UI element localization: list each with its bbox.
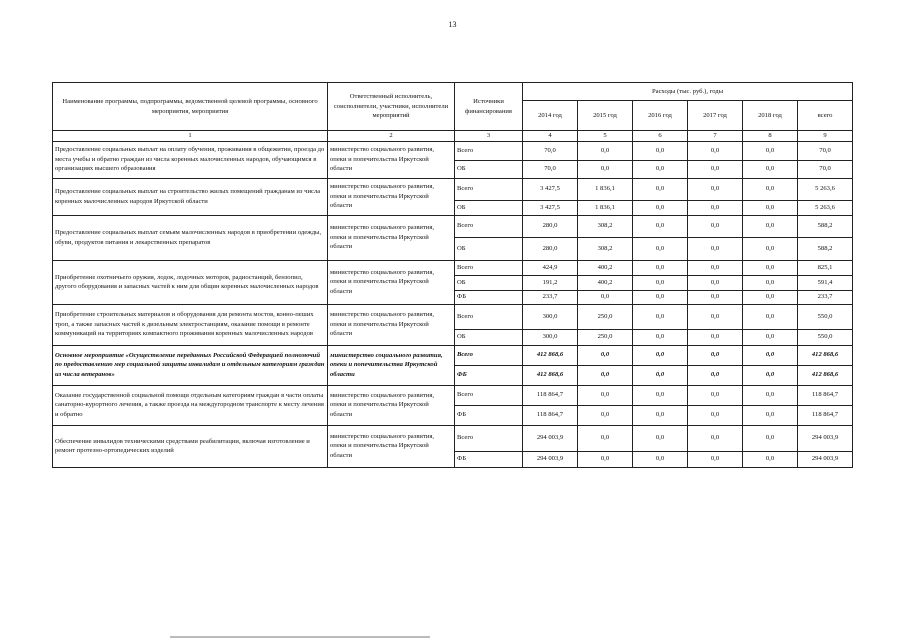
amount-year: 0,0	[743, 345, 798, 365]
header-name: Наименование программы, подпрограммы, ведомственной целевой программы, основного мероприятия, мероприятия	[53, 83, 328, 131]
measure-executor: министерство социального развития, опеки и попечительства Иркутской области	[328, 141, 455, 178]
amount-year: 0,0	[743, 275, 798, 290]
amount-year: 3 427,5	[523, 200, 578, 215]
amount-year: 0,0	[743, 385, 798, 405]
amount-year: 0,0	[743, 160, 798, 178]
amount-year: 308,2	[578, 215, 633, 237]
amount-year: 424,9	[523, 260, 578, 275]
amount-year: 0,0	[688, 215, 743, 237]
amount-total: 588,2	[798, 215, 853, 237]
amount-year: 0,0	[743, 141, 798, 160]
measure-name: Основное мероприятие «Осуществление переданных Российской Федерацией полномочий по предоставлению мер социальной защиты инвалидам и отдельным категориям граждан из числа ветеранов»	[53, 345, 328, 385]
header-year: 2016 год	[633, 101, 688, 131]
amount-year: 0,0	[633, 290, 688, 304]
measure-executor: министерство социального развития, опеки и попечительства Иркутской области	[328, 215, 455, 260]
amount-year: 0,0	[633, 178, 688, 200]
column-number: 5	[578, 131, 633, 142]
column-number: 4	[523, 131, 578, 142]
amount-year: 400,2	[578, 260, 633, 275]
amount-year: 0,0	[633, 329, 688, 345]
funding-source: Всего	[455, 425, 523, 451]
amount-year: 233,7	[523, 290, 578, 304]
amount-year: 412 868,6	[523, 345, 578, 365]
header-source: Источники финансирования	[455, 83, 523, 131]
table-row	[53, 260, 853, 275]
amount-total: 233,7	[798, 290, 853, 304]
amount-year: 0,0	[633, 365, 688, 385]
measure-executor: министерство социального развития, опеки и попечительства Иркутской области	[328, 425, 455, 467]
measure-executor: министерство социального развития, опеки и попечительства Иркутской области	[328, 385, 455, 425]
amount-year: 0,0	[743, 405, 798, 425]
amount-total: 591,4	[798, 275, 853, 290]
amount-year: 250,0	[578, 329, 633, 345]
amount-year: 400,2	[578, 275, 633, 290]
header-executor: Ответственный исполнитель, соисполнители, участники, исполнители мероприятий	[328, 83, 455, 131]
measure-executor: министерство социального развития, опеки и попечительства Иркутской области	[328, 345, 455, 385]
table-row	[53, 345, 853, 365]
table-row	[53, 141, 853, 160]
measure-name: Предоставление социальных выплат семьям малочисленных народов в приобретении одежды, обуви, продуктов питания и лекарственных препаратов	[53, 215, 328, 260]
funding-source: ФБ	[455, 405, 523, 425]
funding-source: Всего	[455, 215, 523, 237]
header-total: всего	[798, 101, 853, 131]
amount-year: 280,0	[523, 215, 578, 237]
amount-year: 0,0	[633, 275, 688, 290]
header-year: 2015 год	[578, 101, 633, 131]
amount-year: 280,0	[523, 237, 578, 260]
funding-source: Всего	[455, 385, 523, 405]
table-row	[53, 304, 853, 329]
amount-year: 70,0	[523, 141, 578, 160]
header-year: 2018 год	[743, 101, 798, 131]
amount-year: 294 003,9	[523, 425, 578, 451]
amount-total: 550,0	[798, 329, 853, 345]
amount-year: 0,0	[688, 304, 743, 329]
amount-year: 0,0	[633, 385, 688, 405]
header-expenses: Расходы (тыс. руб.), годы	[523, 83, 853, 101]
funding-source: ОБ	[455, 275, 523, 290]
funding-source: Всего	[455, 345, 523, 365]
amount-year: 0,0	[688, 237, 743, 260]
column-number: 9	[798, 131, 853, 142]
funding-source: Всего	[455, 304, 523, 329]
amount-year: 0,0	[633, 451, 688, 467]
amount-year: 0,0	[633, 345, 688, 365]
amount-year: 0,0	[743, 290, 798, 304]
measure-name: Обеспечение инвалидов техническими средствами реабилитации, включая изготовление и ремонт протезно-ортопедических изделий	[53, 425, 328, 467]
table-row	[53, 178, 853, 200]
measure-name: Предоставление социальных выплат на строительство жилых помещений гражданам из числа коренных малочисленных народов Иркутской области	[53, 178, 328, 215]
measure-executor: министерство социального развития, опеки и попечительства Иркутской области	[328, 178, 455, 215]
funding-source: ОБ	[455, 237, 523, 260]
table-body	[53, 141, 853, 467]
amount-year: 0,0	[633, 425, 688, 451]
measure-name: Предоставление социальных выплат на оплату обучения, проживания в общежитии, проезда до места учебы и обратно граждан из числа коренных малочисленных народов, обучающимся в организациях высшего образования	[53, 141, 328, 178]
funding-source: ОБ	[455, 200, 523, 215]
amount-total: 70,0	[798, 141, 853, 160]
amount-year: 0,0	[688, 329, 743, 345]
column-number: 2	[328, 131, 455, 142]
amount-total: 825,1	[798, 260, 853, 275]
amount-year: 0,0	[743, 215, 798, 237]
funding-source: Всего	[455, 260, 523, 275]
funding-source: ОБ	[455, 160, 523, 178]
amount-year: 0,0	[743, 237, 798, 260]
amount-year: 70,0	[523, 160, 578, 178]
amount-year: 0,0	[578, 365, 633, 385]
amount-year: 0,0	[578, 160, 633, 178]
amount-year: 1 836,1	[578, 178, 633, 200]
amount-year: 0,0	[633, 405, 688, 425]
amount-year: 0,0	[743, 329, 798, 345]
amount-year: 0,0	[688, 141, 743, 160]
column-number: 1	[53, 131, 328, 142]
amount-total: 550,0	[798, 304, 853, 329]
table-row	[53, 385, 853, 405]
funding-source: ОБ	[455, 329, 523, 345]
amount-year: 0,0	[688, 425, 743, 451]
amount-year: 3 427,5	[523, 178, 578, 200]
column-number: 8	[743, 131, 798, 142]
column-number: 3	[455, 131, 523, 142]
amount-year: 0,0	[743, 425, 798, 451]
funding-source: ФБ	[455, 365, 523, 385]
amount-year: 0,0	[633, 200, 688, 215]
header-year: 2017 год	[688, 101, 743, 131]
measure-executor: министерство социального развития, опеки и попечительства Иркутской области	[328, 260, 455, 304]
amount-year: 0,0	[743, 260, 798, 275]
amount-year: 0,0	[688, 290, 743, 304]
amount-total: 412 868,6	[798, 345, 853, 365]
amount-year: 0,0	[688, 200, 743, 215]
amount-year: 0,0	[688, 275, 743, 290]
amount-year: 0,0	[688, 160, 743, 178]
amount-year: 118 864,7	[523, 405, 578, 425]
amount-year: 0,0	[743, 451, 798, 467]
amount-year: 0,0	[688, 260, 743, 275]
amount-year: 0,0	[633, 160, 688, 178]
amount-year: 0,0	[578, 425, 633, 451]
amount-year: 0,0	[688, 405, 743, 425]
amount-year: 118 864,7	[523, 385, 578, 405]
amount-year: 0,0	[578, 141, 633, 160]
budget-table	[52, 82, 853, 468]
amount-total: 70,0	[798, 160, 853, 178]
amount-year: 0,0	[743, 304, 798, 329]
measure-name: Приобретение охотничьего оружия, лодок, лодочных моторов, радиостанций, бензопил, другого оборудования и запасных частей к ним для общин коренных малочисленных народов	[53, 260, 328, 304]
amount-year: 0,0	[743, 200, 798, 215]
amount-total: 5 263,6	[798, 200, 853, 215]
funding-source: Всего	[455, 141, 523, 160]
amount-year: 0,0	[688, 178, 743, 200]
amount-total: 294 003,9	[798, 451, 853, 467]
amount-year: 0,0	[688, 345, 743, 365]
amount-year: 0,0	[578, 290, 633, 304]
amount-year: 0,0	[688, 365, 743, 385]
measure-name: Приобретение строительных материалов и оборудования для ремонта мостов, конно-пеших троп, а также запасных частей к дизельным электростанциям, оказание помощи в ремонте коммуникаций на территориях компактного проживания коренных малочисленных народов	[53, 304, 328, 345]
amount-year: 0,0	[578, 451, 633, 467]
amount-year: 1 836,1	[578, 200, 633, 215]
amount-total: 588,2	[798, 237, 853, 260]
amount-year: 0,0	[688, 385, 743, 405]
amount-year: 294 003,9	[523, 451, 578, 467]
table-row	[53, 215, 853, 237]
amount-year: 0,0	[688, 451, 743, 467]
amount-year: 300,0	[523, 329, 578, 345]
amount-year: 0,0	[633, 304, 688, 329]
amount-total: 294 003,9	[798, 425, 853, 451]
amount-year: 0,0	[633, 237, 688, 260]
funding-source: ФБ	[455, 451, 523, 467]
amount-year: 0,0	[633, 141, 688, 160]
amount-total: 412 868,6	[798, 365, 853, 385]
header-year: 2014 год	[523, 101, 578, 131]
column-number: 6	[633, 131, 688, 142]
funding-source: Всего	[455, 178, 523, 200]
measure-executor: министерство социального развития, опеки и попечительства Иркутской области	[328, 304, 455, 345]
funding-source: ФБ	[455, 290, 523, 304]
measure-name: Оказание государственной социальной помощи отдельным категориям граждан в части оплаты санаторно-курортного лечения, а также проезда на междугородном транспорте к месту лечения и обратно	[53, 385, 328, 425]
amount-year: 0,0	[743, 178, 798, 200]
amount-year: 191,2	[523, 275, 578, 290]
page-number: 13	[448, 20, 457, 29]
amount-total: 118 864,7	[798, 405, 853, 425]
amount-year: 0,0	[743, 365, 798, 385]
amount-total: 118 864,7	[798, 385, 853, 405]
amount-year: 412 868,6	[523, 365, 578, 385]
amount-year: 250,0	[578, 304, 633, 329]
column-number: 7	[688, 131, 743, 142]
scan-artifact-line	[170, 636, 430, 638]
amount-year: 0,0	[578, 405, 633, 425]
amount-total: 5 263,6	[798, 178, 853, 200]
amount-year: 0,0	[578, 385, 633, 405]
amount-year: 0,0	[578, 345, 633, 365]
amount-year: 308,2	[578, 237, 633, 260]
amount-year: 0,0	[633, 260, 688, 275]
table-row	[53, 425, 853, 451]
amount-year: 0,0	[633, 215, 688, 237]
amount-year: 300,0	[523, 304, 578, 329]
